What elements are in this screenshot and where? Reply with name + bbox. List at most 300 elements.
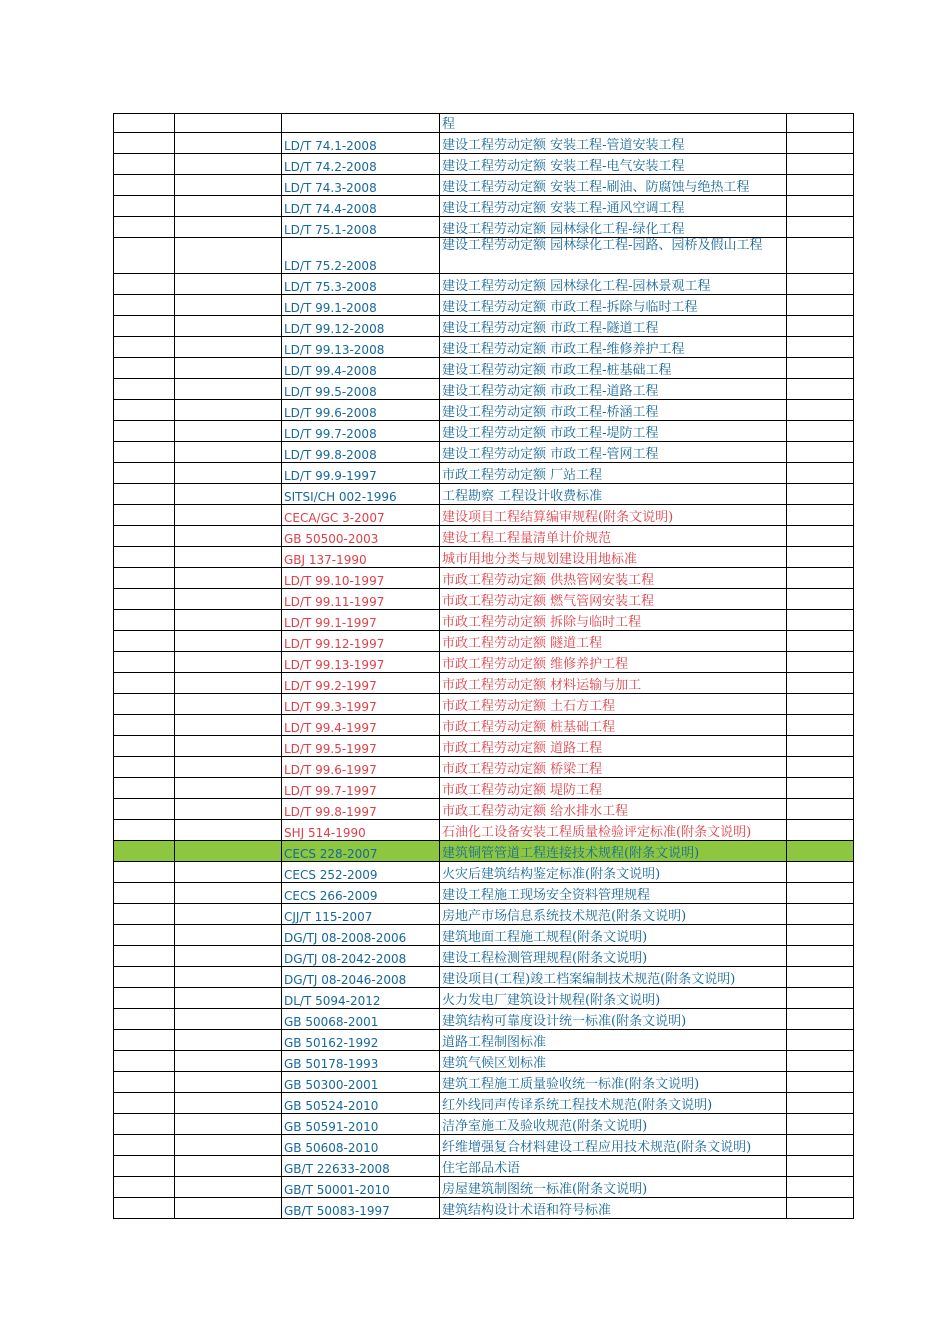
standard-code: LD/T 99.12-2008 [282, 316, 440, 337]
empty-cell [787, 589, 854, 610]
standard-code: GB 50591-2010 [282, 1114, 440, 1135]
empty-cell [175, 526, 282, 547]
standard-title: 市政工程劳动定额 桩基础工程 [440, 715, 787, 736]
table-row [114, 547, 854, 568]
empty-cell [787, 1051, 854, 1072]
empty-cell [787, 1114, 854, 1135]
empty-cell [787, 463, 854, 484]
standard-code: CECS 266-2009 [282, 883, 440, 904]
table-row [114, 694, 854, 715]
table-row [114, 904, 854, 925]
empty-cell [175, 547, 282, 568]
table-row [114, 274, 854, 295]
standard-title: 建设项目工程结算编审规程(附条文说明) [440, 505, 787, 526]
empty-cell [114, 379, 175, 400]
empty-cell [114, 196, 175, 217]
standard-code: GB/T 50001-2010 [282, 1177, 440, 1198]
empty-cell [787, 631, 854, 652]
standard-code: GB 50300-2001 [282, 1072, 440, 1093]
empty-cell [114, 631, 175, 652]
empty-cell [175, 652, 282, 673]
standard-title: 建设工程劳动定额 安装工程-管道安装工程 [440, 133, 787, 154]
empty-cell [787, 442, 854, 463]
standard-title: 建筑结构可靠度设计统一标准(附条文说明) [440, 1009, 787, 1030]
empty-cell [114, 925, 175, 946]
standard-code: LD/T 99.2-1997 [282, 673, 440, 694]
standard-title: 市政工程劳动定额 堤防工程 [440, 778, 787, 799]
standard-title: 建设工程施工现场安全资料管理规程 [440, 883, 787, 904]
empty-cell [175, 295, 282, 316]
standard-code: LD/T 75.2-2008 [282, 238, 440, 274]
table-row [114, 652, 854, 673]
empty-cell [787, 778, 854, 799]
table-row [114, 1093, 854, 1114]
empty-cell [114, 694, 175, 715]
empty-cell [114, 1177, 175, 1198]
standard-code: GB/T 50083-1997 [282, 1198, 440, 1219]
empty-cell [787, 316, 854, 337]
empty-cell [787, 175, 854, 196]
empty-cell [175, 757, 282, 778]
table-row [114, 841, 854, 862]
standard-title: 市政工程劳动定额 道路工程 [440, 736, 787, 757]
table-row [114, 400, 854, 421]
empty-cell [114, 610, 175, 631]
empty-cell [175, 694, 282, 715]
empty-cell [175, 337, 282, 358]
standard-title: 市政工程劳动定额 厂站工程 [440, 463, 787, 484]
table-row [114, 1051, 854, 1072]
empty-cell [175, 946, 282, 967]
empty-cell [175, 358, 282, 379]
empty-cell [114, 1009, 175, 1030]
empty-cell [175, 631, 282, 652]
standard-title: 建设工程劳动定额 园林绿化工程-绿化工程 [440, 217, 787, 238]
standard-code: SITSI/CH 002-1996 [282, 484, 440, 505]
standard-title: 住宅部品术语 [440, 1156, 787, 1177]
standard-code: GBJ 137-1990 [282, 547, 440, 568]
empty-cell [175, 1135, 282, 1156]
standard-title: 火灾后建筑结构鉴定标准(附条文说明) [440, 862, 787, 883]
empty-cell [787, 421, 854, 442]
empty-cell [787, 967, 854, 988]
table-row [114, 736, 854, 757]
empty-cell [787, 1135, 854, 1156]
standard-title: 建设工程劳动定额 市政工程-桥涵工程 [440, 400, 787, 421]
empty-cell [114, 1156, 175, 1177]
empty-cell [114, 1093, 175, 1114]
standard-title: 市政工程劳动定额 桥梁工程 [440, 757, 787, 778]
empty-cell [114, 337, 175, 358]
empty-cell [114, 1030, 175, 1051]
table-row [114, 988, 854, 1009]
empty-cell [787, 1009, 854, 1030]
table-row [114, 799, 854, 820]
empty-cell [787, 1072, 854, 1093]
empty-cell [175, 484, 282, 505]
table-row [114, 505, 854, 526]
empty-cell [114, 1135, 175, 1156]
standard-code: LD/T 99.9-1997 [282, 463, 440, 484]
empty-cell [787, 379, 854, 400]
empty-cell [787, 547, 854, 568]
table-row [114, 316, 854, 337]
empty-cell [175, 1198, 282, 1219]
standard-title: 城市用地分类与规划建设用地标准 [440, 547, 787, 568]
standard-title: 建筑结构设计术语和符号标准 [440, 1198, 787, 1219]
empty-cell [175, 1114, 282, 1135]
standard-code: GB 50162-1992 [282, 1030, 440, 1051]
standard-code: DG/TJ 08-2008-2006 [282, 925, 440, 946]
empty-cell [175, 673, 282, 694]
table-row [114, 862, 854, 883]
empty-cell [175, 154, 282, 175]
standard-title: 建设项目(工程)竣工档案编制技术规范(附条文说明) [440, 967, 787, 988]
standard-title: 市政工程劳动定额 材料运输与加工 [440, 673, 787, 694]
standard-title: 红外线同声传译系统工程技术规范(附条文说明) [440, 1093, 787, 1114]
standard-title: 工程勘察 工程设计收费标准 [440, 484, 787, 505]
empty-cell [114, 547, 175, 568]
standard-title: 建设工程劳动定额 市政工程-桩基础工程 [440, 358, 787, 379]
standard-code: GB/T 22633-2008 [282, 1156, 440, 1177]
empty-cell [787, 610, 854, 631]
table-row [114, 610, 854, 631]
standard-code: GB 50524-2010 [282, 1093, 440, 1114]
empty-cell [787, 904, 854, 925]
empty-cell [787, 820, 854, 841]
standard-code: DL/T 5094-2012 [282, 988, 440, 1009]
empty-cell [175, 589, 282, 610]
standard-code: GB 50608-2010 [282, 1135, 440, 1156]
table-row [114, 715, 854, 736]
standard-code: DG/TJ 08-2042-2008 [282, 946, 440, 967]
empty-cell [787, 673, 854, 694]
empty-cell [787, 400, 854, 421]
empty-cell [175, 568, 282, 589]
empty-cell [114, 295, 175, 316]
standard-title: 建设工程检测管理规程(附条文说明) [440, 946, 787, 967]
empty-cell [175, 1030, 282, 1051]
standard-code: LD/T 99.3-1997 [282, 694, 440, 715]
standard-code: LD/T 99.4-2008 [282, 358, 440, 379]
empty-cell [175, 778, 282, 799]
standard-title: 道路工程制图标准 [440, 1030, 787, 1051]
table-row [114, 442, 854, 463]
empty-cell [175, 442, 282, 463]
standard-code: LD/T 99.4-1997 [282, 715, 440, 736]
empty-cell [175, 217, 282, 238]
empty-cell [114, 400, 175, 421]
standard-code: LD/T 99.1-2008 [282, 295, 440, 316]
empty-cell [175, 736, 282, 757]
standard-title: 房屋建筑制图统一标准(附条文说明) [440, 1177, 787, 1198]
table-row [114, 1009, 854, 1030]
empty-cell [114, 1051, 175, 1072]
standard-code: GB 50500-2003 [282, 526, 440, 547]
empty-cell [175, 1093, 282, 1114]
table-row [114, 1114, 854, 1135]
empty-cell [114, 736, 175, 757]
table-row [114, 925, 854, 946]
standard-title: 石油化工设备安装工程质量检验评定标准(附条文说明) [440, 820, 787, 841]
empty-cell [787, 114, 854, 133]
standard-title: 建设工程劳动定额 园林绿化工程-园路、园桥及假山工程 [440, 238, 787, 274]
empty-cell [175, 799, 282, 820]
empty-cell [787, 988, 854, 1009]
empty-cell [787, 925, 854, 946]
empty-cell [175, 1051, 282, 1072]
empty-cell [175, 967, 282, 988]
table-row [114, 526, 854, 547]
standard-title: 市政工程劳动定额 给水排水工程 [440, 799, 787, 820]
standard-code: LD/T 99.6-1997 [282, 757, 440, 778]
empty-cell [787, 337, 854, 358]
standard-title: 建设工程劳动定额 市政工程-隧道工程 [440, 316, 787, 337]
table-row [114, 1135, 854, 1156]
standard-code: LD/T 99.5-1997 [282, 736, 440, 757]
empty-cell [175, 175, 282, 196]
empty-cell [787, 238, 854, 274]
table-row [114, 238, 854, 274]
empty-cell [175, 1177, 282, 1198]
standard-title: 建设工程劳动定额 安装工程-电气安装工程 [440, 154, 787, 175]
standard-title: 建筑地面工程施工规程(附条文说明) [440, 925, 787, 946]
standard-code: LD/T 75.3-2008 [282, 274, 440, 295]
table-row [114, 946, 854, 967]
empty-cell [114, 568, 175, 589]
empty-cell [175, 610, 282, 631]
standard-title: 火力发电厂建筑设计规程(附条文说明) [440, 988, 787, 1009]
empty-cell [114, 862, 175, 883]
empty-cell [787, 196, 854, 217]
empty-cell [114, 133, 175, 154]
standard-code: LD/T 74.1-2008 [282, 133, 440, 154]
empty-cell [114, 652, 175, 673]
empty-cell [175, 904, 282, 925]
table-row [114, 883, 854, 904]
standard-title: 市政工程劳动定额 土石方工程 [440, 694, 787, 715]
empty-cell [787, 133, 854, 154]
table-row [114, 358, 854, 379]
standard-code: CECA/GC 3-2007 [282, 505, 440, 526]
standard-code: LD/T 99.7-2008 [282, 421, 440, 442]
table-row [114, 631, 854, 652]
empty-cell [114, 274, 175, 295]
empty-cell [114, 1114, 175, 1135]
empty-cell [114, 316, 175, 337]
table-row [114, 337, 854, 358]
empty-cell [114, 463, 175, 484]
standard-title: 房地产市场信息系统技术规范(附条文说明) [440, 904, 787, 925]
standard-title: 建设工程劳动定额 市政工程-维修养护工程 [440, 337, 787, 358]
empty-cell [787, 1177, 854, 1198]
empty-cell [114, 421, 175, 442]
table-row [114, 778, 854, 799]
empty-cell [175, 421, 282, 442]
standard-code: LD/T 99.1-1997 [282, 610, 440, 631]
table-row [114, 673, 854, 694]
empty-cell [175, 196, 282, 217]
standard-code: LD/T 74.4-2008 [282, 196, 440, 217]
empty-cell [114, 778, 175, 799]
empty-cell [787, 946, 854, 967]
empty-cell [175, 316, 282, 337]
empty-cell [787, 274, 854, 295]
standard-title: 建设工程劳动定额 市政工程-拆除与临时工程 [440, 295, 787, 316]
empty-cell [787, 652, 854, 673]
table-row [114, 114, 854, 133]
empty-cell [114, 114, 175, 133]
empty-cell [114, 526, 175, 547]
standard-title: 纤维增强复合材料建设工程应用技术规范(附条文说明) [440, 1135, 787, 1156]
empty-cell [787, 505, 854, 526]
standard-code: CJJ/T 115-2007 [282, 904, 440, 925]
standard-code: GB 50178-1993 [282, 1051, 440, 1072]
empty-cell [175, 862, 282, 883]
empty-cell [175, 841, 282, 862]
standard-code: LD/T 99.8-2008 [282, 442, 440, 463]
table-row [114, 1198, 854, 1219]
empty-cell [175, 274, 282, 295]
standard-title: 建设工程劳动定额 园林绿化工程-园林景观工程 [440, 274, 787, 295]
standard-code: SHJ 514-1990 [282, 820, 440, 841]
standard-code: LD/T 99.6-2008 [282, 400, 440, 421]
empty-cell [175, 1072, 282, 1093]
empty-cell [787, 757, 854, 778]
standards-table-body [114, 114, 854, 1219]
empty-cell [175, 715, 282, 736]
standard-title: 建设工程劳动定额 市政工程-堤防工程 [440, 421, 787, 442]
standard-code: LD/T 74.3-2008 [282, 175, 440, 196]
table-row [114, 1072, 854, 1093]
standard-code: LD/T 74.2-2008 [282, 154, 440, 175]
standard-title: 市政工程劳动定额 隧道工程 [440, 631, 787, 652]
standard-title: 市政工程劳动定额 维修养护工程 [440, 652, 787, 673]
empty-cell [787, 841, 854, 862]
standard-code: GB 50068-2001 [282, 1009, 440, 1030]
empty-cell [114, 238, 175, 274]
empty-cell [114, 505, 175, 526]
table-row [114, 295, 854, 316]
empty-cell [114, 883, 175, 904]
standard-title: 市政工程劳动定额 拆除与临时工程 [440, 610, 787, 631]
table-row [114, 1030, 854, 1051]
empty-cell [114, 154, 175, 175]
standard-title: 市政工程劳动定额 燃气管网安装工程 [440, 589, 787, 610]
empty-cell [175, 883, 282, 904]
standard-title: 洁净室施工及验收规范(附条文说明) [440, 1114, 787, 1135]
empty-cell [175, 400, 282, 421]
empty-cell [787, 295, 854, 316]
table-row [114, 196, 854, 217]
empty-cell [114, 217, 175, 238]
empty-cell [175, 133, 282, 154]
table-row [114, 967, 854, 988]
empty-cell [787, 1093, 854, 1114]
standard-code: LD/T 99.12-1997 [282, 631, 440, 652]
table-row [114, 1156, 854, 1177]
standard-title: 建筑工程施工质量验收统一标准(附条文说明) [440, 1072, 787, 1093]
table-row [114, 217, 854, 238]
empty-cell [787, 736, 854, 757]
empty-cell [787, 217, 854, 238]
empty-cell [787, 154, 854, 175]
empty-cell [787, 862, 854, 883]
empty-cell [175, 238, 282, 274]
standard-title: 建设工程劳动定额 市政工程-道路工程 [440, 379, 787, 400]
empty-cell [175, 114, 282, 133]
empty-cell [175, 925, 282, 946]
empty-cell [114, 589, 175, 610]
table-row [114, 757, 854, 778]
standard-code: LD/T 99.7-1997 [282, 778, 440, 799]
empty-cell [787, 715, 854, 736]
standard-code: LD/T 99.5-2008 [282, 379, 440, 400]
empty-cell [787, 799, 854, 820]
empty-cell [175, 1009, 282, 1030]
empty-cell [175, 1156, 282, 1177]
empty-cell [175, 820, 282, 841]
empty-cell [114, 442, 175, 463]
empty-cell [114, 175, 175, 196]
table-row [114, 421, 854, 442]
empty-cell [114, 967, 175, 988]
empty-cell [114, 799, 175, 820]
empty-cell [787, 526, 854, 547]
standard-title: 建设工程工程量清单计价规范 [440, 526, 787, 547]
standard-code [282, 114, 440, 133]
standard-title: 建筑气候区划标准 [440, 1051, 787, 1072]
empty-cell [787, 883, 854, 904]
standard-code: LD/T 99.11-1997 [282, 589, 440, 610]
table-row [114, 568, 854, 589]
standard-title: 市政工程劳动定额 供热管网安装工程 [440, 568, 787, 589]
empty-cell [175, 379, 282, 400]
standard-code: LD/T 75.1-2008 [282, 217, 440, 238]
empty-cell [114, 946, 175, 967]
standard-code: CECS 252-2009 [282, 862, 440, 883]
table-row [114, 379, 854, 400]
empty-cell [114, 358, 175, 379]
standard-code: LD/T 99.8-1997 [282, 799, 440, 820]
empty-cell [787, 484, 854, 505]
table-row [114, 484, 854, 505]
standards-table [113, 113, 854, 1219]
empty-cell [175, 505, 282, 526]
standard-title: 建设工程劳动定额 安装工程-通风空调工程 [440, 196, 787, 217]
empty-cell [787, 1156, 854, 1177]
standard-code: LD/T 99.10-1997 [282, 568, 440, 589]
empty-cell [175, 463, 282, 484]
empty-cell [114, 988, 175, 1009]
empty-cell [114, 904, 175, 925]
table-row [114, 133, 854, 154]
empty-cell [114, 673, 175, 694]
empty-cell [175, 988, 282, 1009]
standard-code: LD/T 99.13-2008 [282, 337, 440, 358]
empty-cell [787, 568, 854, 589]
standard-title: 建设工程劳动定额 市政工程-管网工程 [440, 442, 787, 463]
table-row [114, 1177, 854, 1198]
empty-cell [114, 841, 175, 862]
table-row [114, 175, 854, 196]
standard-code: LD/T 99.13-1997 [282, 652, 440, 673]
empty-cell [114, 715, 175, 736]
table-row [114, 154, 854, 175]
empty-cell [114, 1072, 175, 1093]
empty-cell [114, 820, 175, 841]
standard-code: DG/TJ 08-2046-2008 [282, 967, 440, 988]
